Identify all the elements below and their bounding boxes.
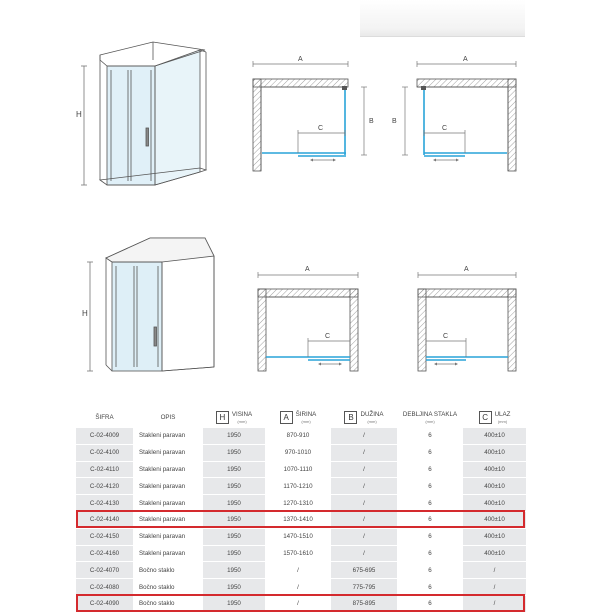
cell-duzina: /	[331, 461, 397, 478]
cell-opis: Stakleni paravan	[133, 478, 203, 495]
cell-sifra: C-02-4009	[76, 428, 133, 444]
cell-opis: Stakleni paravan	[133, 428, 203, 444]
plan2-b-label: B	[392, 118, 397, 125]
header-duzina	[331, 406, 397, 428]
cell-debljina: 6	[397, 562, 463, 579]
table-row	[76, 478, 526, 495]
cell-ulaz: /	[463, 562, 526, 579]
plan2-c-label: C	[442, 125, 448, 132]
header-debljina-label: DEBLJINA STAKLA	[402, 410, 458, 418]
cell-visina: 1950	[203, 595, 265, 612]
cell-duzina: /	[331, 444, 397, 461]
header-debljina-unit: (mm)	[425, 418, 435, 424]
cell-debljina: 6	[397, 444, 463, 461]
plan4-c-label: C	[443, 333, 449, 340]
cell-visina: 1950	[203, 562, 265, 579]
cell-sirina: 1470-1510	[265, 528, 331, 545]
cell-sirina: 1070-1110	[265, 461, 331, 478]
plan-niche-right	[418, 272, 516, 371]
table-row	[76, 562, 526, 579]
cell-duzina: 775-795	[331, 579, 397, 596]
cell-debljina: 6	[397, 595, 463, 612]
cell-ulaz: 400±10	[463, 461, 526, 478]
cell-debljina: 6	[397, 428, 463, 444]
row-highlight-box	[76, 594, 525, 612]
table-row	[76, 428, 526, 444]
cell-debljina: 6	[397, 545, 463, 562]
plan4-a-label: A	[464, 266, 469, 273]
header-opis: OPIS	[160, 413, 176, 421]
cell-duzina: /	[331, 528, 397, 545]
cell-debljina: 6	[397, 478, 463, 495]
header-debljina	[397, 406, 463, 428]
table-row	[76, 444, 526, 461]
cell-opis: Stakleni paravan	[133, 461, 203, 478]
cell-visina: 1950	[203, 511, 265, 528]
cell-visina: 1950	[203, 444, 265, 461]
cell-visina: 1950	[203, 428, 265, 444]
row-highlight-box	[76, 510, 525, 528]
cell-ulaz: 400±10	[463, 545, 526, 562]
cell-sirina: 1270-1310	[265, 495, 331, 512]
table-header-row	[76, 406, 526, 428]
duzina-b-icon: B	[344, 411, 357, 424]
cell-debljina: 6	[397, 461, 463, 478]
header-ulaz-unit: (mm)	[497, 418, 508, 424]
table-row	[76, 579, 526, 596]
cell-debljina: 6	[397, 528, 463, 545]
plan-corner-right	[402, 61, 516, 171]
cell-sifra: C-02-4090	[76, 595, 133, 612]
cell-sirina: 870-910	[265, 428, 331, 444]
plan-niche-left	[258, 272, 358, 371]
spec-table	[76, 406, 526, 613]
header-sirina	[265, 406, 331, 428]
cell-ulaz: 400±10	[463, 528, 526, 545]
cell-duzina: /	[331, 495, 397, 512]
cell-visina: 1950	[203, 478, 265, 495]
cell-sifra: C-02-4100	[76, 444, 133, 461]
cell-duzina: /	[331, 428, 397, 444]
cell-sifra: C-02-4080	[76, 579, 133, 596]
cell-sifra: C-02-4120	[76, 478, 133, 495]
plan2-a-label: A	[463, 56, 468, 63]
cell-visina: 1950	[203, 528, 265, 545]
cell-sirina: 1370-1410	[265, 511, 331, 528]
cell-sirina: 1570-1610	[265, 545, 331, 562]
table-row	[76, 495, 526, 512]
header-visina	[203, 406, 265, 428]
cell-opis: Stakleni paravan	[133, 528, 203, 545]
cell-opis: Stakleni paravan	[133, 545, 203, 562]
cell-visina: 1950	[203, 495, 265, 512]
header-duzina-unit: (mm)	[367, 418, 377, 424]
cell-ulaz: /	[463, 595, 526, 612]
cell-ulaz: 400±10	[463, 511, 526, 528]
header-visina-unit: (mm)	[237, 418, 247, 424]
cell-sifra: C-02-4150	[76, 528, 133, 545]
table-row	[76, 545, 526, 562]
cell-ulaz: 400±10	[463, 495, 526, 512]
cell-opis: Bočno staklo	[133, 579, 203, 596]
visina-h-icon: H	[216, 411, 229, 424]
ulaz-c-icon: C	[479, 411, 492, 424]
cell-opis: Bočno staklo	[133, 595, 203, 612]
cell-duzina: /	[331, 511, 397, 528]
cell-ulaz: /	[463, 579, 526, 596]
iso-enclosure-niche	[87, 238, 214, 371]
cell-sirina: /	[265, 562, 331, 579]
header-ulaz-label: ULAZ	[494, 410, 511, 418]
table-row	[76, 461, 526, 478]
cell-duzina: 675-695	[331, 562, 397, 579]
plan3-a-label: A	[305, 266, 310, 273]
plan-corner-left	[253, 61, 367, 171]
table-row	[76, 528, 526, 545]
cell-visina: 1950	[203, 579, 265, 596]
header-sirina-label: ŠIRINA	[295, 410, 317, 418]
iso2-height-label: H	[82, 309, 88, 318]
cell-duzina: /	[331, 545, 397, 562]
cell-sirina: /	[265, 595, 331, 612]
cell-debljina: 6	[397, 495, 463, 512]
plan1-c-label: C	[318, 125, 324, 132]
cell-ulaz: 400±10	[463, 478, 526, 495]
header-ulaz	[463, 406, 526, 428]
cell-sifra: C-02-4130	[76, 495, 133, 512]
cell-visina: 1950	[203, 461, 265, 478]
iso1-height-label: H	[76, 110, 82, 119]
cell-opis: Bočno staklo	[133, 562, 203, 579]
cell-sirina: 1170-1210	[265, 478, 331, 495]
cell-opis: Stakleni paravan	[133, 495, 203, 512]
header-sirina-unit: (mm)	[301, 418, 311, 424]
cell-opis: Stakleni paravan	[133, 511, 203, 528]
cell-sifra: C-02-4110	[76, 461, 133, 478]
iso-enclosure-corner	[81, 42, 206, 185]
sirina-a-icon: A	[280, 411, 293, 424]
cell-duzina: /	[331, 478, 397, 495]
cell-sifra: C-02-4160	[76, 545, 133, 562]
plan1-a-label: A	[298, 56, 303, 63]
cell-ulaz: 400±10	[463, 428, 526, 444]
cell-sirina: /	[265, 579, 331, 596]
header-duzina-label: DUŽINA	[360, 410, 384, 418]
plan3-c-label: C	[325, 333, 331, 340]
cell-duzina: 875-895	[331, 595, 397, 612]
cell-debljina: 6	[397, 511, 463, 528]
header-sifra: ŠIFRA	[95, 413, 114, 421]
cell-debljina: 6	[397, 579, 463, 596]
cell-opis: Stakleni paravan	[133, 444, 203, 461]
header-visina-label: VISINA	[231, 410, 253, 418]
cell-sifra: C-02-4140	[76, 511, 133, 528]
plan1-b-label: B	[369, 118, 374, 125]
cell-sirina: 970-1010	[265, 444, 331, 461]
cell-ulaz: 400±10	[463, 444, 526, 461]
cell-visina: 1950	[203, 545, 265, 562]
cell-sifra: C-02-4070	[76, 562, 133, 579]
